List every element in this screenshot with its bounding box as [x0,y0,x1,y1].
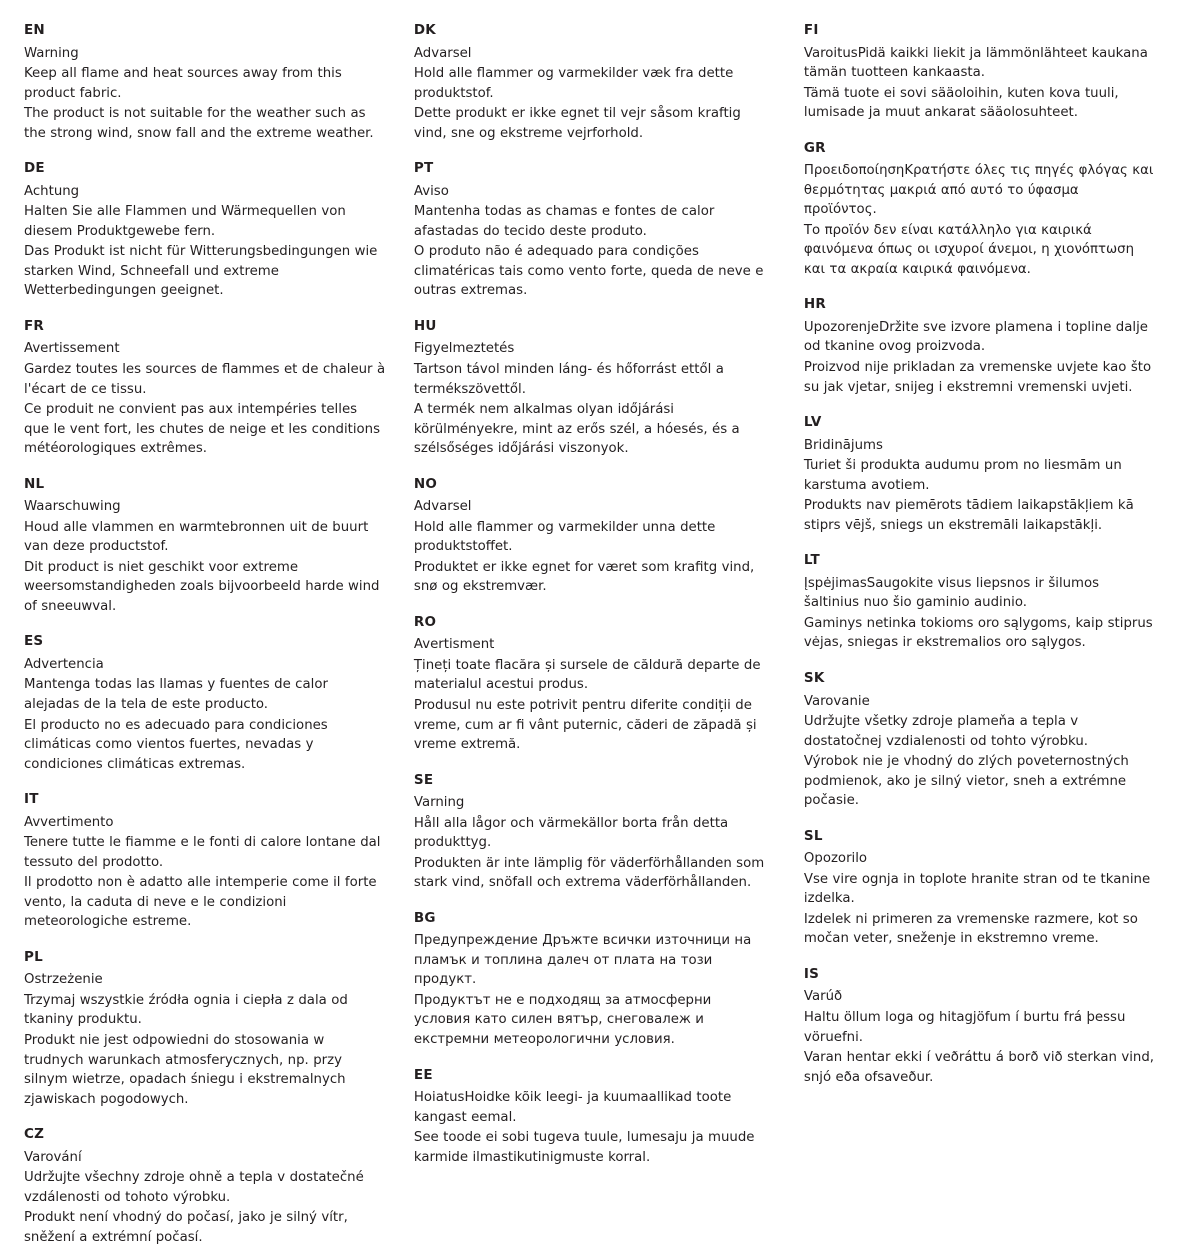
warning-text: Ce produit ne convient pas aux intempéries telles que le vent fort, les chutes de neige et les conditions météorologiques extrêmes. [24,402,381,457]
warning-text: Udržujte všechny zdroje ohně a tepla v dostatečné vzdálenosti od tohoto výrobku. [24,1170,364,1205]
warning-heading: Advertencia [24,656,104,672]
warning-text: Produsul nu este potrivit pentru diferite condiții de vreme, cum ar fi vânt puternic, căderi de zăpadă și vreme extremă. [413,698,757,753]
language-code: LT [803,552,820,569]
language-block-en [24,22,386,143]
language-block-de [24,160,386,301]
language-code: EN [24,22,45,38]
warning-heading: Avvertimento [24,814,114,830]
language-code: RO [413,613,437,630]
language-block-fi [804,22,1154,123]
language-code: LV [803,414,822,431]
language-code: HU [413,317,437,334]
warning-heading: Avertisment [413,637,495,653]
warning-text: Το προϊόν δεν είναι κατάλληλο για καιρικά φαινόμενα όπως οι ισχυροί άνεμοι, η χιονόπτωση και τα ακραία καιρικά φαινόμενα. [803,222,1135,277]
language-block-bg [414,910,770,1050]
warning-heading: HoiatusHoidke kõik leegi- ja kuumaallikad toote kangast eemal. [413,1090,732,1125]
language-column-2 [408,22,792,1168]
language-code: EE [413,1066,433,1083]
warning-text: Produkts nav piemērots tādiem laikapstākļiem kā stiprs vējš, sniegs un ekstremāli laikapstākļi. [803,498,1134,533]
language-block-no [414,476,770,597]
warning-text: O produto não é adequado para condições climatéricas tais como vento forte, queda de neve e outras extremas. [413,244,764,299]
warning-heading: Opozorilo [803,851,868,867]
warning-text: Varan hentar ekki í veðráttu á borð við sterkan vind, snjó eða ofsaveður. [803,1050,1155,1085]
warning-text: Țineți toate flacăra și sursele de căldură departe de materialul acestui produs. [413,657,761,693]
language-block-dk [414,22,770,143]
warning-text: Dette produkt er ikke egnet til vejr såsom kraftig vind, sne og ekstreme vejrforhold. [413,106,741,141]
warning-heading: Advarsel [413,499,472,515]
warning-heading: Varování [24,1149,82,1165]
language-code: NO [413,475,438,492]
warning-text: Tenere tutte le fiamme e le fonti di calore lontane dal tessuto del prodotto. [24,835,381,870]
warning-text: Mantenha todas as chamas e fontes de calor afastadas do tecido deste produto. [413,204,715,239]
language-code: IT [24,791,39,808]
language-block-gr [804,140,1154,280]
warning-heading: Achtung [24,183,80,199]
language-code: SL [803,827,823,844]
warning-text: Hold alle flammer og varmekilder væk fra dette produktstof. [413,66,734,101]
warning-heading: Aviso [413,183,449,199]
language-code: SK [803,669,825,686]
language-column-1 [24,22,408,1248]
language-block-pt [414,160,770,301]
warning-heading: Waarschuwing [24,499,121,515]
language-block-ro [414,614,770,755]
language-block-is [804,966,1154,1087]
language-column-3 [792,22,1176,1088]
language-block-hu [414,318,770,459]
language-code: SE [413,771,434,788]
language-block-fr [24,318,386,459]
warning-heading: VaroitusPidä kaikki liekit ja lämmönlähteet kaukana tämän tuotteen kankaasta. [803,45,1148,81]
warning-text: Håll alla lågor och värmekällor borta från detta produkttyg. [413,815,729,851]
language-code: GR [803,139,826,156]
warning-text: Produkt nie jest odpowiedni do stosowania w trudnych warunkach atmosferycznych, np. przy silnym wietrze, opadach śniegu i ekstremalnych zjawiskach pogodowych. [24,1033,346,1107]
language-code: CZ [24,1126,45,1143]
language-code: BG [413,909,436,926]
language-block-nl [24,476,386,617]
language-block-pl [24,949,386,1109]
language-block-it [24,791,386,932]
language-code: DE [24,160,45,177]
warning-text: Gardez toutes les sources de flammes et de chaleur à l'écart de ce tissu. [24,362,386,397]
warning-text: Tartson távol minden láng- és hőforrást ettől a termékszövettől. [413,362,724,397]
warning-heading: Ostrzeżenie [24,972,103,988]
warning-text: Dit product is niet geschikt voor extreme weersomstandigheden zoals bijvoorbeeld harde wind of sneeuwval. [24,559,380,614]
warning-heading: Varovanie [803,693,870,709]
warning-text: Продуктът не е подходящ за атмосферни условия като силен вятър, снеговалеж и екстремни метеорологични условия. [413,992,712,1048]
warning-heading: ΠροειδοποίησηΚρατήστε όλες τις πηγές φλόγας και θερμότητας μακριά από αυτό το ύφασμα προϊόντος. [803,163,1154,218]
warning-text: Výrobok nie je vhodný do zlých poveternostných podmienok, ako je silný vietor, sneh a extrémne počasie. [803,754,1129,809]
warning-text: See toode ei sobi tugeva tuule, lumesaju ja muude karmide ilmastikutinigmuste korral. [413,1130,755,1165]
language-block-cz [24,1126,386,1247]
warning-text: Produkten är inte lämplig för väderförhållanden som stark vind, snöfall och extrema väderförhållanden. [413,855,765,891]
warning-text: Keep all flame and heat sources away from this product fabric. [24,66,342,101]
language-code: IS [803,965,820,982]
warning-text: The product is not suitable for the weather such as the strong wind, snow fall and the extreme weather. [24,106,374,141]
warning-text: Produktet er ikke egnet for været som krafitg vind, snø og ekstremvær. [413,559,755,595]
language-block-es [24,633,386,774]
language-block-ee [414,1067,770,1168]
language-block-sl [804,828,1154,949]
language-block-se [414,772,770,893]
warning-heading: Warning [24,45,79,61]
warning-text: Izdelek ni primeren za vremenske razmere, kot so močan veter, sneženje in ekstremno vreme. [803,911,1138,947]
language-block-hr [804,296,1154,397]
warning-text: Mantenga todas las llamas y fuentes de calor alejadas de la tela de este producto. [24,677,328,713]
language-code: DK [413,22,436,38]
warning-heading: ĮspėjimasSaugokite visus liepsnos ir šilumos šaltinius nuo šio gaminio audinio. [803,575,1100,611]
language-code: FI [803,22,819,38]
warning-text: Turiet ši produkta audumu prom no liesmām un karstuma avotiem. [803,458,1122,493]
language-code: FR [24,317,45,334]
warning-heading: Figyelmeztetés [413,341,515,357]
warning-heading: Bridinājums [803,437,883,453]
language-block-lt [804,552,1154,653]
language-code: HR [803,296,826,313]
warning-heading: Varúð [803,989,843,1005]
warning-text: El producto no es adecuado para condiciones climáticas como vientos fuertes, nevadas y condiciones climáticas extremas. [24,717,328,772]
warning-text: A termék nem alkalmas olyan időjárási körülményekre, mint az erős szél, a hóesés, és a szélsőséges időjárási viszonyok. [413,402,740,457]
warning-text: Gaminys netinka tokioms oro sąlygoms, kaip stiprus vėjas, sniegas ir ekstremalios oro sąlygos. [803,615,1153,651]
warning-heading: UpozorenjeDržite sve izvore plamena i topline dalje od tkanine ovog proizvoda. [803,319,1148,355]
language-code: NL [24,475,45,492]
warning-heading: Предупреждение Дръжте всички източници на пламък и топлина далеч от плата на този продукт. [413,933,752,988]
language-block-sk [804,670,1154,811]
warning-text: Trzymaj wszystkie źródła ognia i ciepła z dala od tkaniny produktu. [24,992,348,1028]
language-code: ES [24,633,44,650]
warning-text: Proizvod nije prikladan za vremenske uvjete kao što su jak vjetar, snijeg i ekstremni vremenski uvjeti. [803,360,1152,395]
warning-heading: Varning [413,795,465,811]
warning-text: Das Produkt ist nicht für Witterungsbedingungen wie starken Wind, Schneefall und extreme Wetterbedingungen geeignet. [24,244,378,299]
warning-text: Houd alle vlammen en warmtebronnen uit de buurt van deze productstof. [24,519,369,555]
warning-heading: Avertissement [24,341,120,357]
warning-text: Haltu öllum loga og hitagjöfum í burtu frá þessu vöruefni. [803,1009,1126,1045]
warning-text: Halten Sie alle Flammen und Wärmequellen von diesem Produktgewebe fern. [24,204,346,239]
warning-text: Il prodotto non è adatto alle intemperie come il forte vento, la caduta di neve e le condizioni meteorologiche estreme. [24,875,377,930]
warning-text: Vse vire ognja in toplote hranite stran od te tkanine izdelka. [803,871,1151,907]
warning-text: Udržujte všetky zdroje plameňa a tepla v dostatočnej vzdialenosti od tohto výrobku. [803,714,1088,749]
language-code: PT [413,160,434,177]
warning-heading: Advarsel [413,45,472,61]
language-block-lv [804,414,1154,535]
warning-text: Produkt není vhodný do počasí, jako je silný vítr, sněžení a extrémní počasí. [24,1210,348,1245]
warning-text: Tämä tuote ei sovi sääoloihin, kuten kova tuuli, lumisade ja muut ankarat sääolosuhteet. [803,85,1119,121]
warning-text: Hold alle flammer og varmekilder unna dette produktstoffet. [413,519,716,555]
language-code: PL [24,948,43,965]
